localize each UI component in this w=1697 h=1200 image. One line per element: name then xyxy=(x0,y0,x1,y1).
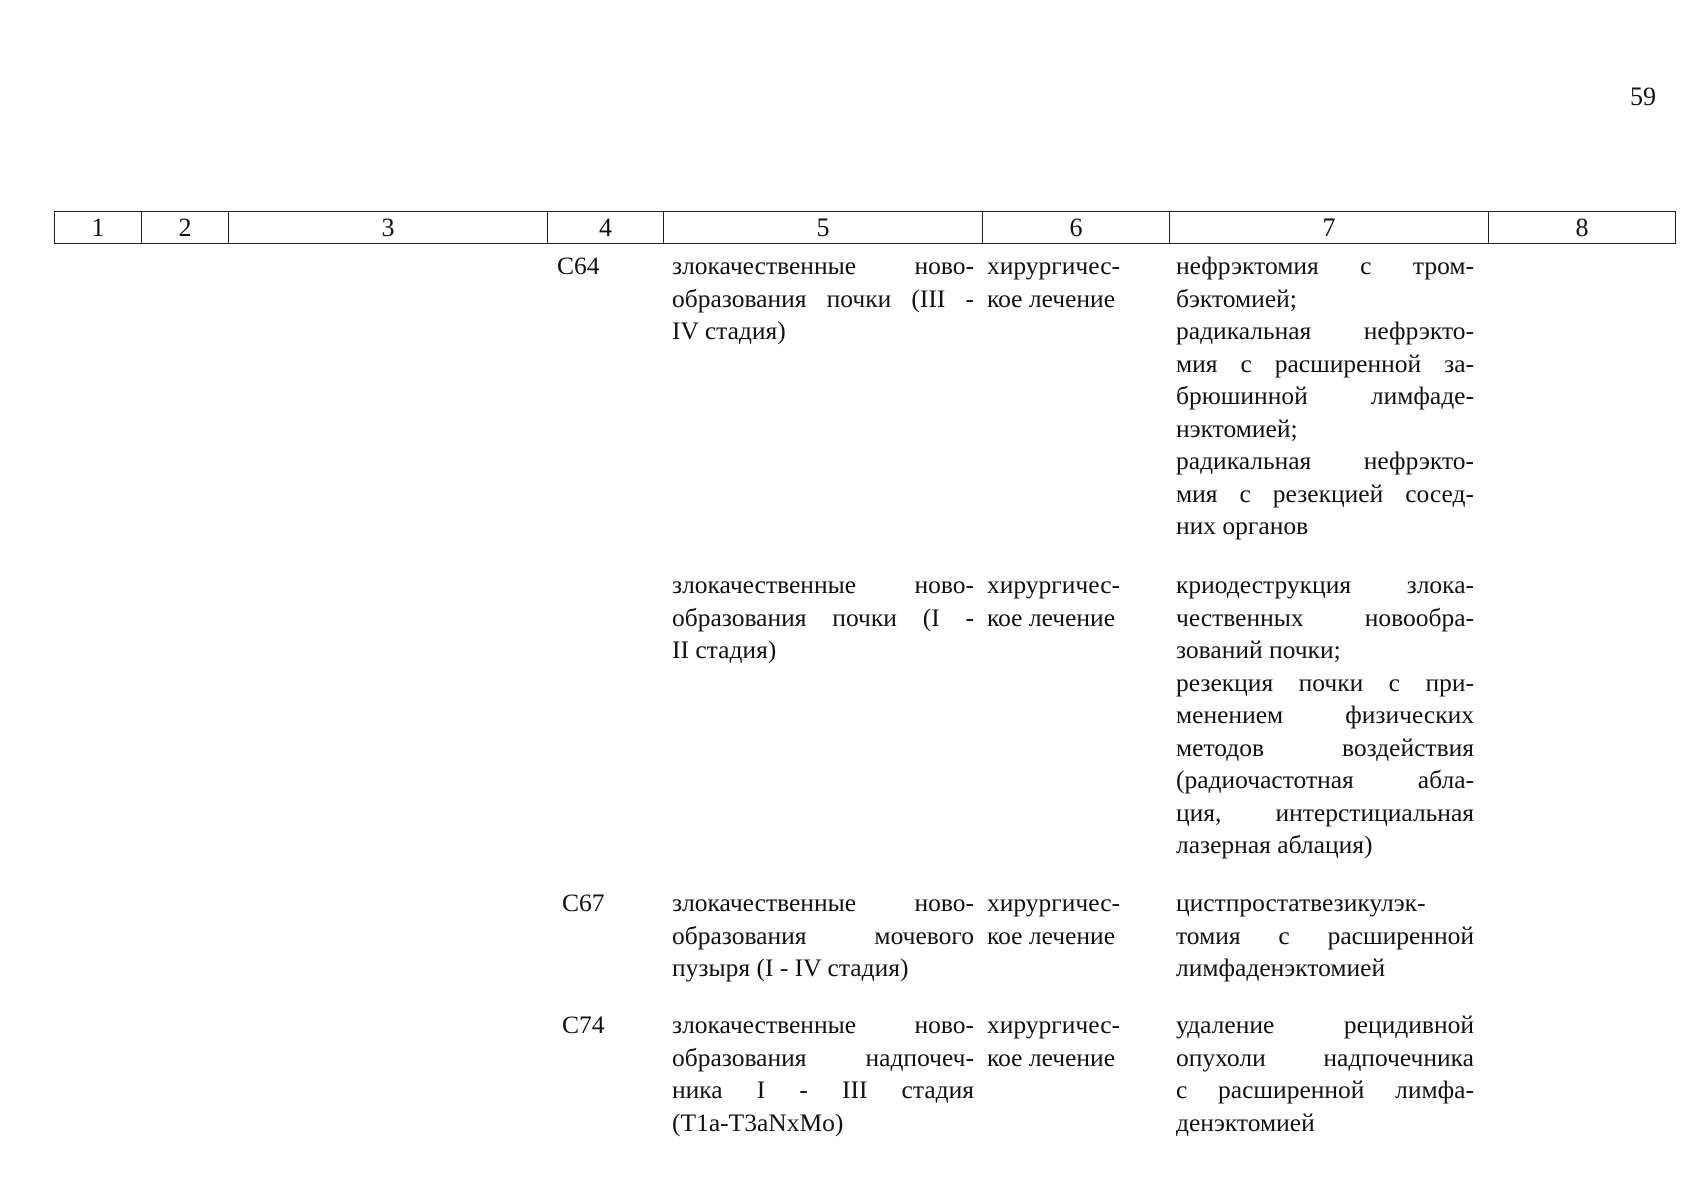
diagnosis-line: образования почки (III - xyxy=(672,283,974,313)
treatment-line: хирургичес- xyxy=(987,1010,1121,1039)
diagnosis-line: пузыря (I - IV стадия) xyxy=(672,953,909,982)
column-header-1: 1 xyxy=(55,212,142,244)
method-line: лазерная аблация) xyxy=(1176,830,1373,859)
method-line: ция, интерстициальная xyxy=(1176,797,1474,827)
treatment-line: кое лечение xyxy=(987,602,1116,632)
method-line: нефрэктомия с тром- xyxy=(1176,251,1474,280)
method-line: мия с расширенной за- xyxy=(1176,348,1474,378)
treatment-cell xyxy=(987,569,1137,634)
treatment-line: кое лечение xyxy=(987,1042,1116,1072)
method-line: радикальная нефрэкто- xyxy=(1176,316,1474,345)
diagnosis-line: злокачественные ново- xyxy=(672,888,974,917)
column-header-4: 4 xyxy=(548,212,664,244)
method-line: денэктомией xyxy=(1176,1107,1315,1137)
icd-code: C64 xyxy=(557,251,600,280)
page-number: 59 xyxy=(1630,82,1656,111)
diagnosis-line: образования мочевого xyxy=(672,920,974,950)
treatment-line: хирургичес- xyxy=(987,251,1121,280)
treatment-line: хирургичес- xyxy=(987,888,1121,917)
treatment-cell xyxy=(987,887,1137,952)
diagnosis-line: злокачественные ново- xyxy=(672,251,974,280)
column-number-header xyxy=(54,211,1676,244)
diagnosis-cell xyxy=(672,250,974,348)
diagnosis-cell xyxy=(672,887,974,985)
method-line: зований почки; xyxy=(1176,635,1341,664)
treatment-line: кое лечение xyxy=(987,283,1116,313)
column-header-7: 7 xyxy=(1170,212,1489,244)
method-line: менением физических xyxy=(1176,700,1474,729)
diagnosis-cell xyxy=(672,569,974,667)
diagnosis-line: IV стадия) xyxy=(672,316,786,345)
method-line: радикальная нефрэкто- xyxy=(1176,446,1474,475)
method-cell xyxy=(1176,250,1474,543)
method-line: криодеструкция злока- xyxy=(1176,570,1474,599)
diagnosis-line: образования надпочеч- xyxy=(672,1042,974,1072)
column-header-6: 6 xyxy=(983,212,1170,244)
method-line: них органов xyxy=(1176,511,1309,540)
column-header-8: 8 xyxy=(1489,212,1676,244)
method-line: удаление рецидивной xyxy=(1176,1010,1474,1039)
column-header-5: 5 xyxy=(664,212,983,244)
method-line: (радиочастотная абла- xyxy=(1176,765,1474,794)
treatment-line: хирургичес- xyxy=(987,570,1121,599)
diagnosis-line: злокачественные ново- xyxy=(672,1010,974,1039)
method-line: мия с резекцией сосед- xyxy=(1176,478,1474,508)
method-line: с расширенной лимфа- xyxy=(1176,1075,1474,1104)
method-line: брюшинной лимфаде- xyxy=(1176,381,1474,410)
method-cell xyxy=(1176,887,1474,985)
method-line: лимфаденэктомией xyxy=(1176,953,1386,982)
treatment-cell xyxy=(987,250,1137,315)
diagnosis-line: II стадия) xyxy=(672,635,777,664)
method-line: резекция почки с при- xyxy=(1176,667,1474,697)
method-line: чественных новообра- xyxy=(1176,602,1474,632)
diagnosis-line: ника I - III стадия xyxy=(672,1075,974,1104)
icd-code: C67 xyxy=(562,888,605,917)
column-header-3: 3 xyxy=(229,212,548,244)
diagnosis-line: (T1a-T3aNxMo) xyxy=(672,1107,844,1137)
method-line: томия с расширенной xyxy=(1176,920,1474,950)
treatment-line: кое лечение xyxy=(987,920,1116,950)
icd-code: C74 xyxy=(562,1010,605,1039)
diagnosis-cell xyxy=(672,1009,974,1139)
method-line: цистпростатвезикулэк- xyxy=(1176,888,1426,917)
diagnosis-line: злокачественные ново- xyxy=(672,570,974,599)
method-line: бэктомией; xyxy=(1176,283,1297,313)
diagnosis-line: образования почки (I - xyxy=(672,602,974,632)
treatment-cell xyxy=(987,1009,1137,1074)
method-line: методов воздействия xyxy=(1176,732,1474,762)
method-line: опухоли надпочечника xyxy=(1176,1042,1474,1072)
method-line: нэктомией; xyxy=(1176,413,1298,443)
column-header-2: 2 xyxy=(142,212,229,244)
method-cell xyxy=(1176,569,1474,862)
method-cell xyxy=(1176,1009,1474,1139)
